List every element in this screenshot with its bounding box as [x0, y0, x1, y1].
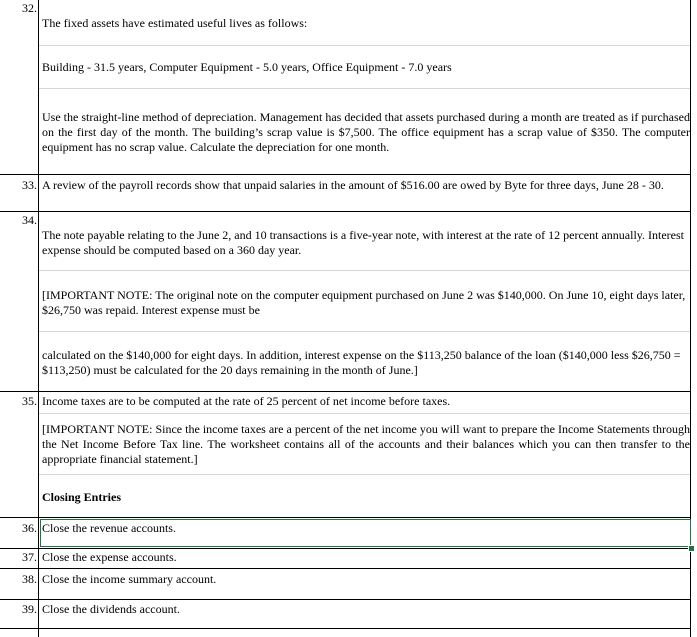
row-border — [0, 548, 691, 549]
section-heading[interactable]: Closing Entries — [42, 490, 122, 504]
cell-text[interactable]: Close the expense accounts. — [42, 550, 177, 564]
row-border — [0, 517, 691, 518]
cell-text[interactable]: Close the revenue accounts. — [42, 521, 176, 535]
row-border — [0, 211, 691, 212]
row-number: 36. — [22, 521, 37, 535]
cell-text[interactable]: Close the dividends account. — [42, 602, 180, 616]
cell-border — [39, 331, 690, 332]
row-number: 35. — [22, 394, 37, 408]
cell-text[interactable]: Close the income summary account. — [42, 572, 217, 586]
row-number: 32. — [22, 1, 37, 15]
row-number-column-border — [38, 0, 39, 637]
cell-border — [39, 413, 690, 414]
row-border — [0, 568, 691, 569]
cell-text[interactable]: Building - 31.5 years, Computer Equipment - 5.0 years, Office Equipment - 7.0 years — [42, 60, 452, 74]
row-border — [0, 628, 691, 629]
cell-text[interactable]: Use the straight-line method of depreciation. Management has decided that assets purchased during a month are treated as if purchased on the first day of the month. The building’s scrap value is $7,500. The office equipment has a scrap value of $350. The computer equipment has no scrap value. Calculate the depreciation for one month. — [42, 110, 690, 154]
cell-text[interactable]: [IMPORTANT NOTE: The original note on the computer equipment purchased on June 2 was $140,000. On June 10, eight days later, $26,750 was repaid. Interest expense must be — [42, 288, 686, 317]
cell-border — [39, 45, 690, 46]
cell-text[interactable]: A review of the payroll records show that unpaid salaries in the amount of $516.00 are owed by Byte for three days, June 28 - 30. — [42, 178, 664, 192]
cell-text[interactable]: calculated on the $140,000 for eight days. In addition, interest expense on the $113,250 balance of the loan ($140,000 less $26,750 = $113,250) must be calculated for the 20 days remaining in the month of June.] — [42, 348, 681, 377]
cell-border — [39, 270, 690, 271]
row-number: 39. — [22, 602, 37, 616]
cell-text[interactable]: Income taxes are to be computed at the rate of 25 percent of net income before taxes. — [42, 394, 451, 408]
fill-handle[interactable] — [688, 545, 695, 552]
row-number: 34. — [22, 213, 37, 227]
cell-text[interactable]: The note payable relating to the June 2, and 10 transactions is a five-year note, with interest at the rate of 12 percent annually. Interest expense should be computed based on a 360 day year. — [42, 228, 684, 257]
cell-text[interactable]: [IMPORTANT NOTE: Since the income taxes are a percent of the net income you will want to prepare the Income Statements through the Net Income Before Tax line. The worksheet contains all of the accounts and their balances which you can then transfer to the appropriate financial statement.] — [42, 422, 690, 466]
cell-border — [39, 474, 690, 475]
cell-text[interactable]: The fixed assets have estimated useful lives as follows: — [42, 16, 308, 30]
cell-border — [39, 88, 690, 89]
row-border — [0, 174, 691, 175]
row-border — [0, 599, 691, 600]
row-number: 33. — [22, 178, 37, 192]
row-border — [0, 391, 691, 392]
active-cell-selection[interactable] — [40, 519, 691, 547]
row-number: 37. — [22, 550, 37, 564]
row-number: 38. — [22, 572, 37, 586]
